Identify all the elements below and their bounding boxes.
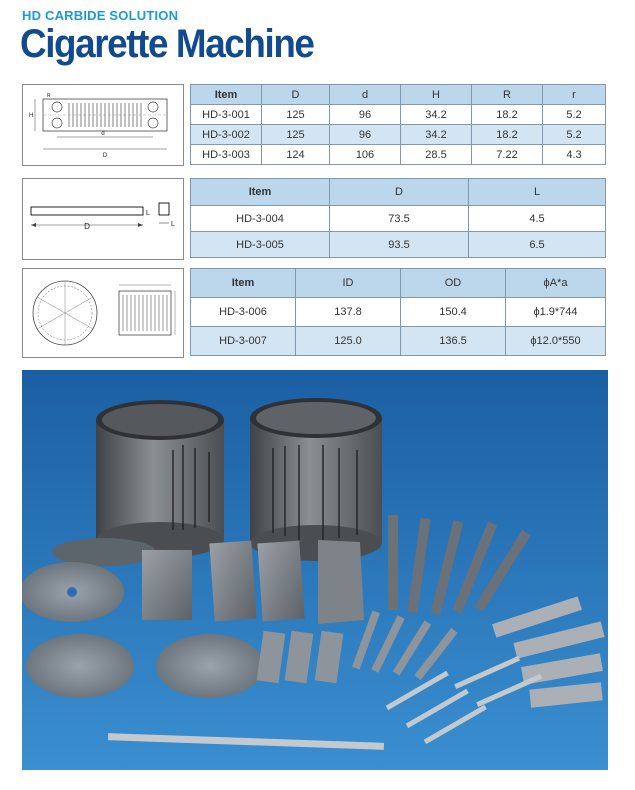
col-header: Item	[191, 179, 330, 206]
table-row	[191, 105, 606, 125]
spec-table-3	[190, 268, 606, 356]
cell: 7.22	[472, 145, 543, 165]
label-L: L	[171, 221, 175, 228]
col-header: OD	[401, 269, 506, 298]
plate-drawing-icon	[23, 85, 183, 165]
cell: 18.2	[472, 125, 543, 145]
cell: 93.5	[330, 232, 469, 258]
cell: 4.3	[543, 145, 606, 165]
col-header: D	[262, 85, 330, 105]
cell: 34.2	[401, 125, 472, 145]
table-row	[191, 327, 606, 356]
cell: 34.2	[401, 105, 472, 125]
cell: 96	[330, 125, 401, 145]
cell: HD-3-004	[191, 206, 330, 232]
cell: 5.2	[543, 105, 606, 125]
page-title: Cigarette Machine	[20, 22, 314, 66]
spec-table-1	[190, 84, 606, 165]
brand-tagline: HD CARBIDE SOLUTION	[22, 8, 179, 23]
cell: 6.5	[469, 232, 606, 258]
table-row	[191, 232, 606, 258]
cell: HD-3-006	[191, 298, 296, 327]
cell: 73.5	[330, 206, 469, 232]
cell: 136.5	[401, 327, 506, 356]
cell: HD-3-005	[191, 232, 330, 258]
label-H: H	[29, 113, 34, 119]
cell: 125	[262, 105, 330, 125]
strip-drawing-icon	[23, 179, 183, 259]
col-header: ID	[296, 269, 401, 298]
ring-drawing-icon	[23, 269, 183, 357]
cell: 28.5	[401, 145, 472, 165]
cell: 125	[262, 125, 330, 145]
spec-table-2	[190, 178, 606, 258]
col-header: H	[401, 85, 472, 105]
table-row	[191, 298, 606, 327]
cell: 150.4	[401, 298, 506, 327]
cell: 5.2	[543, 125, 606, 145]
drawing-ring	[22, 268, 184, 358]
cell: HD-3-002	[191, 125, 262, 145]
drawing-strip	[22, 178, 184, 260]
col-header: D	[330, 179, 469, 206]
table-row	[191, 145, 606, 165]
col-header: ϕA*a	[506, 269, 606, 298]
col-header: Item	[191, 85, 262, 105]
cell: 4.5	[469, 206, 606, 232]
label-D: D	[84, 222, 90, 231]
cell: HD-3-001	[191, 105, 262, 125]
col-header: L	[469, 179, 606, 206]
label-R: R	[47, 93, 51, 99]
label-d: d	[101, 131, 105, 137]
cell: 106	[330, 145, 401, 165]
cell: 124	[262, 145, 330, 165]
col-header: Item	[191, 269, 296, 298]
cell: HD-3-003	[191, 145, 262, 165]
label-D: D	[102, 153, 108, 159]
carbide-parts-photo	[22, 370, 608, 770]
cell: 125.0	[296, 327, 401, 356]
col-header: R	[472, 85, 543, 105]
drawing-plate	[22, 84, 184, 166]
table-row	[191, 125, 606, 145]
cell: ϕ1.9*744	[506, 298, 606, 327]
col-header: d	[330, 85, 401, 105]
cell: 18.2	[472, 105, 543, 125]
col-header: r	[543, 85, 606, 105]
cell: 137.8	[296, 298, 401, 327]
label-L: L	[146, 210, 150, 217]
table-row	[191, 206, 606, 232]
cell: HD-3-007	[191, 327, 296, 356]
cell: ϕ12.0*550	[506, 327, 606, 356]
cell: 96	[330, 105, 401, 125]
carbide-parts-illustration-icon	[22, 370, 608, 770]
